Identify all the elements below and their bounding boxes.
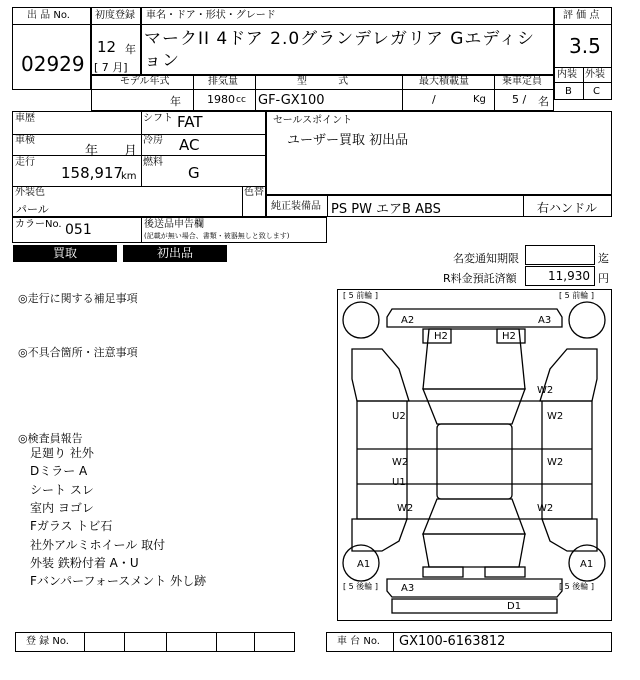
steering-value: 右ハンドル (537, 201, 598, 215)
damage-mark: W2 (392, 457, 409, 468)
shift-label: シフト (143, 113, 173, 124)
recycle-unit: 円 (598, 272, 609, 285)
damage-mark: A3 (401, 583, 415, 594)
car-condition-diagram (337, 289, 612, 621)
report-line: 室内 ヨゴレ (30, 501, 94, 515)
model-year-unit: 年 (170, 95, 181, 108)
report-line: 社外アルミホイール 取付 (30, 538, 166, 552)
report-line: 足廻り 社外 (30, 446, 94, 460)
type-label: 型 式 (297, 76, 363, 87)
deadline-box (525, 245, 595, 265)
model-year-label: モデル年式 (120, 76, 170, 87)
damage-mark: U1 (392, 477, 406, 488)
mileage-unit: km (121, 171, 137, 182)
chassis-row (326, 632, 612, 652)
fuel-label: 燃料 (143, 157, 163, 168)
windshield (423, 389, 525, 424)
chassis-number: GX100-6163812 (399, 634, 506, 649)
front-left-tire-label: [ 5 前輪 ] (343, 291, 378, 300)
rear-fender-right (542, 519, 597, 551)
report-line: 外装 鉄粉付着 A・U (30, 556, 139, 570)
inspection-month: 月 (124, 144, 138, 159)
damage-mark: U2 (392, 411, 406, 422)
type-value: GF-GX100 (258, 93, 325, 108)
mileage-label: 走行 (15, 157, 35, 168)
capacity: 5 / (512, 93, 527, 106)
report-line: Fバンパーフォースメント 外し跡 (30, 574, 207, 588)
lot-label: 出 品 No. (27, 10, 70, 21)
rear-plate (392, 599, 557, 613)
history-label: 車歴 (15, 113, 35, 124)
max-load: / (432, 93, 436, 106)
front-right-tire (569, 302, 605, 338)
registration-row (15, 632, 295, 652)
fuel-value: G (188, 164, 200, 182)
deadline-unit: 迄 (598, 252, 609, 265)
shift-value: FAT (177, 113, 203, 131)
sales-point-box (266, 111, 612, 195)
ac-value: AC (179, 136, 200, 154)
reg-month: [ 7 月] (94, 61, 128, 74)
displacement: 1980 (207, 93, 235, 106)
spec-left (12, 111, 266, 217)
taillight-left (423, 567, 463, 577)
tag-buyback: 買取 (13, 245, 117, 262)
running-notes-label: ◎走行に関する補足事項 (18, 292, 138, 305)
damage-mark: A1 (357, 559, 371, 570)
repaint-label: 色替 (244, 187, 264, 198)
damage-mark: W2 (537, 503, 554, 514)
exterior-color-label: 外装色 (15, 187, 45, 198)
equipment-value: PS PW エアB ABS (331, 202, 441, 217)
damage-mark: W2 (397, 503, 414, 514)
reg-year: 12 (97, 38, 117, 56)
damage-mark: A2 (401, 315, 415, 326)
grade-value: 3.5 (569, 34, 601, 58)
damage-mark: A1 (580, 559, 594, 570)
rear-fender-left (352, 519, 407, 551)
front-fender-left (352, 349, 409, 401)
sales-point: ユーザー買取 初出品 (287, 133, 409, 148)
max-load-label: 最大積載量 (419, 76, 469, 87)
trunk (423, 534, 525, 567)
grade-label: 評 価 点 (563, 10, 600, 21)
damage-mark: W2 (537, 385, 554, 396)
recycle-label: R料金預託済額 (443, 272, 517, 285)
grade-box (554, 7, 612, 100)
exterior-color: パール (16, 203, 49, 216)
taillight-right (485, 567, 525, 577)
displacement-label: 排気量 (208, 76, 238, 87)
sales-point-label: セールスポイント (273, 115, 353, 126)
report-label: 後送品申告欄 (144, 219, 204, 230)
inspection-year: 年 (85, 144, 99, 159)
report-line: シート スレ (30, 483, 94, 497)
recycle-box (525, 266, 595, 286)
report-note: (記載が無い場合、書類・被器無しと致します) (144, 232, 290, 240)
interior-grade: B (565, 86, 572, 97)
rear-right-tire-label: [ 5 後輪 ] (559, 582, 594, 591)
damage-mark: W2 (547, 411, 564, 422)
damage-mark: H2 (434, 331, 448, 342)
mileage-value: 158,917 (61, 164, 124, 182)
color-no: 051 (65, 222, 92, 238)
equipment-box (266, 195, 612, 217)
damage-mark: H2 (502, 331, 516, 342)
ac-label: 冷房 (143, 135, 163, 146)
damage-mark: W2 (547, 457, 564, 468)
inspection-label: 車検 (15, 135, 35, 146)
reg-year-unit: 年 (125, 43, 136, 56)
interior-label: 内装 (557, 69, 577, 80)
registration-label: 登 録 No. (26, 636, 69, 647)
first-reg-box (91, 7, 141, 75)
recycle-value: 11,930 (548, 269, 590, 283)
damage-mark: D1 (507, 601, 522, 612)
capacity-label: 乗車定員 (502, 76, 542, 87)
rear-window (423, 499, 525, 534)
rear-left-tire-label: [ 5 後輪 ] (343, 582, 378, 591)
equipment-label: 純正装備品 (271, 201, 321, 212)
spec-row-1 (91, 75, 554, 111)
front-right-tire-label: [ 5 前輪 ] (559, 291, 594, 300)
front-left-tire (343, 302, 379, 338)
exterior-grade: C (593, 86, 600, 97)
tag-first-listing: 初出品 (123, 245, 227, 262)
report-line: Fガラス トビ石 (30, 519, 113, 533)
lot-number: 02929 (21, 52, 85, 76)
roof (437, 424, 512, 499)
car-name: マークII 4ドア 2.0グランデレガリア Gエディション (144, 29, 536, 71)
max-load-unit: Kg (473, 94, 486, 105)
displacement-unit: cc (236, 95, 246, 105)
first-reg-label: 初度登録 (95, 10, 135, 21)
chassis-label: 車 台 No. (337, 636, 380, 647)
deadline-label: 名変通知期限 (453, 252, 519, 265)
capacity-unit: 名 (538, 95, 549, 108)
inspector-report-label: ◎検査員報告 (18, 432, 83, 445)
exterior-label: 外装 (585, 69, 605, 80)
lot-box (12, 7, 91, 90)
car-name-label: 車名・ドア・形状・グレード (146, 10, 276, 21)
defect-notes-label: ◎不具合箇所・注意事項 (18, 346, 138, 359)
car-name-box (141, 7, 554, 75)
report-line: Dミラー A (30, 464, 88, 478)
damage-mark: A3 (538, 315, 552, 326)
color-row (12, 217, 327, 243)
color-no-label: カラーNo. (15, 219, 62, 230)
